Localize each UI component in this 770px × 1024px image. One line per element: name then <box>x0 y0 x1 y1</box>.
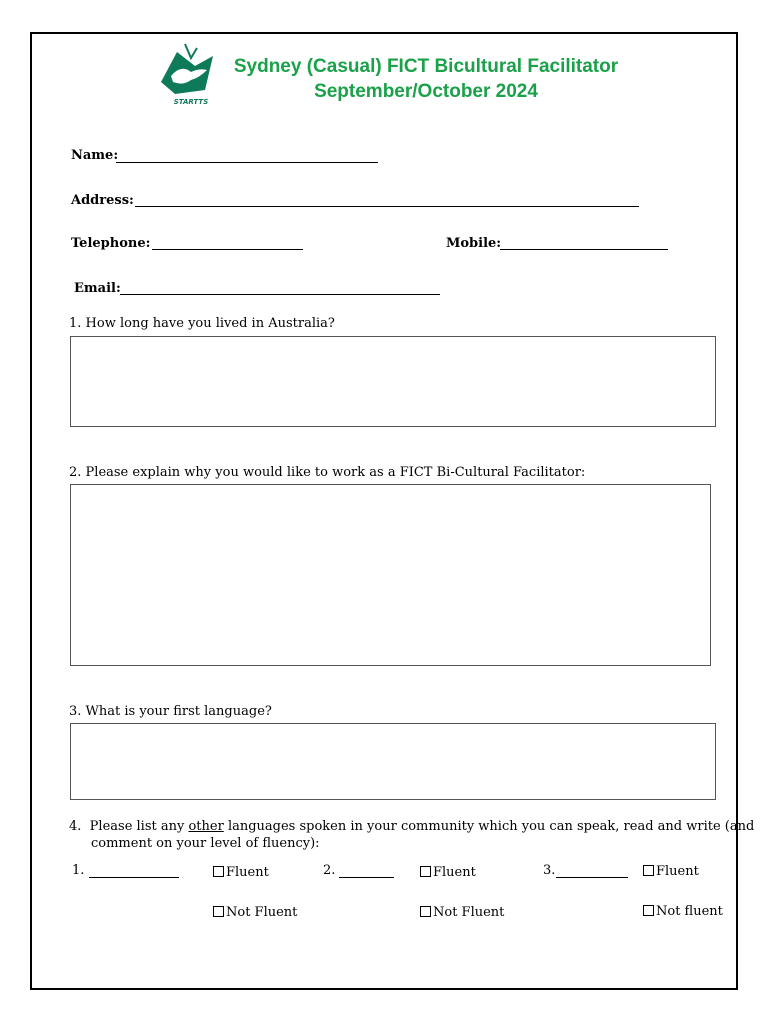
question-1: 1. How long have you lived in Australia? <box>69 316 335 331</box>
language-3-fluent-option[interactable] <box>643 864 699 879</box>
mobile-label: Mobile: <box>446 236 502 251</box>
name-label: Name: <box>71 148 119 163</box>
mobile-field[interactable] <box>500 249 668 250</box>
checkbox-icon[interactable] <box>213 866 224 877</box>
telephone-field[interactable] <box>152 249 303 250</box>
answer-box-3[interactable] <box>70 723 716 800</box>
email-field[interactable] <box>120 294 440 295</box>
language-1-field[interactable] <box>89 877 179 878</box>
language-1-fluent-option[interactable] <box>213 865 269 880</box>
checkbox-icon[interactable] <box>420 906 431 917</box>
question-3: 3. What is your first language? <box>69 704 272 719</box>
language-1-not-fluent-option[interactable] <box>213 905 297 920</box>
address-label: Address: <box>71 193 134 208</box>
question-4 <box>69 819 754 834</box>
language-3-not-fluent-label: Not fluent <box>656 904 723 919</box>
checkbox-icon[interactable] <box>420 866 431 877</box>
checkbox-icon[interactable] <box>643 905 654 916</box>
question-4-number: 4. <box>69 819 82 834</box>
language-3-not-fluent-option[interactable] <box>643 904 723 919</box>
language-1-fluent-label: Fluent <box>226 865 269 880</box>
page-title: Sydney (Casual) FICT Bicultural Facilitator <box>233 56 619 77</box>
answer-box-1[interactable] <box>70 336 716 427</box>
language-1-number: 1. <box>72 863 85 878</box>
language-2-fluent-label: Fluent <box>433 865 476 880</box>
question-4-text-start: Please list any <box>89 819 189 834</box>
language-2-not-fluent-option[interactable] <box>420 905 504 920</box>
language-2-field[interactable] <box>339 877 394 878</box>
language-3-field[interactable] <box>556 877 628 878</box>
address-field[interactable] <box>135 206 639 207</box>
language-2-fluent-option[interactable] <box>420 865 476 880</box>
name-field[interactable] <box>116 162 378 163</box>
question-4-line-2: comment on your level of fluency): <box>91 836 320 851</box>
logo-text: STARTTS <box>173 98 209 106</box>
checkbox-icon[interactable] <box>213 906 224 917</box>
language-3-number: 3. <box>543 863 556 878</box>
language-1-not-fluent-label: Not Fluent <box>226 905 298 920</box>
question-4-text-end: languages spoken in your community which you can speak, read and write (and <box>223 819 755 834</box>
answer-box-2[interactable] <box>70 484 711 666</box>
question-4-emphasis: other <box>188 819 224 834</box>
checkbox-icon[interactable] <box>643 865 654 876</box>
question-2: 2. Please explain why you would like to work as a FICT Bi-Cultural Facilitator: <box>69 465 586 480</box>
language-2-not-fluent-label: Not Fluent <box>433 905 505 920</box>
language-2-number: 2. <box>323 863 336 878</box>
page-subtitle: September/October 2024 <box>314 81 538 102</box>
email-label: Email: <box>74 281 121 296</box>
language-3-fluent-label: Fluent <box>656 864 699 879</box>
telephone-label: Telephone: <box>71 236 151 251</box>
